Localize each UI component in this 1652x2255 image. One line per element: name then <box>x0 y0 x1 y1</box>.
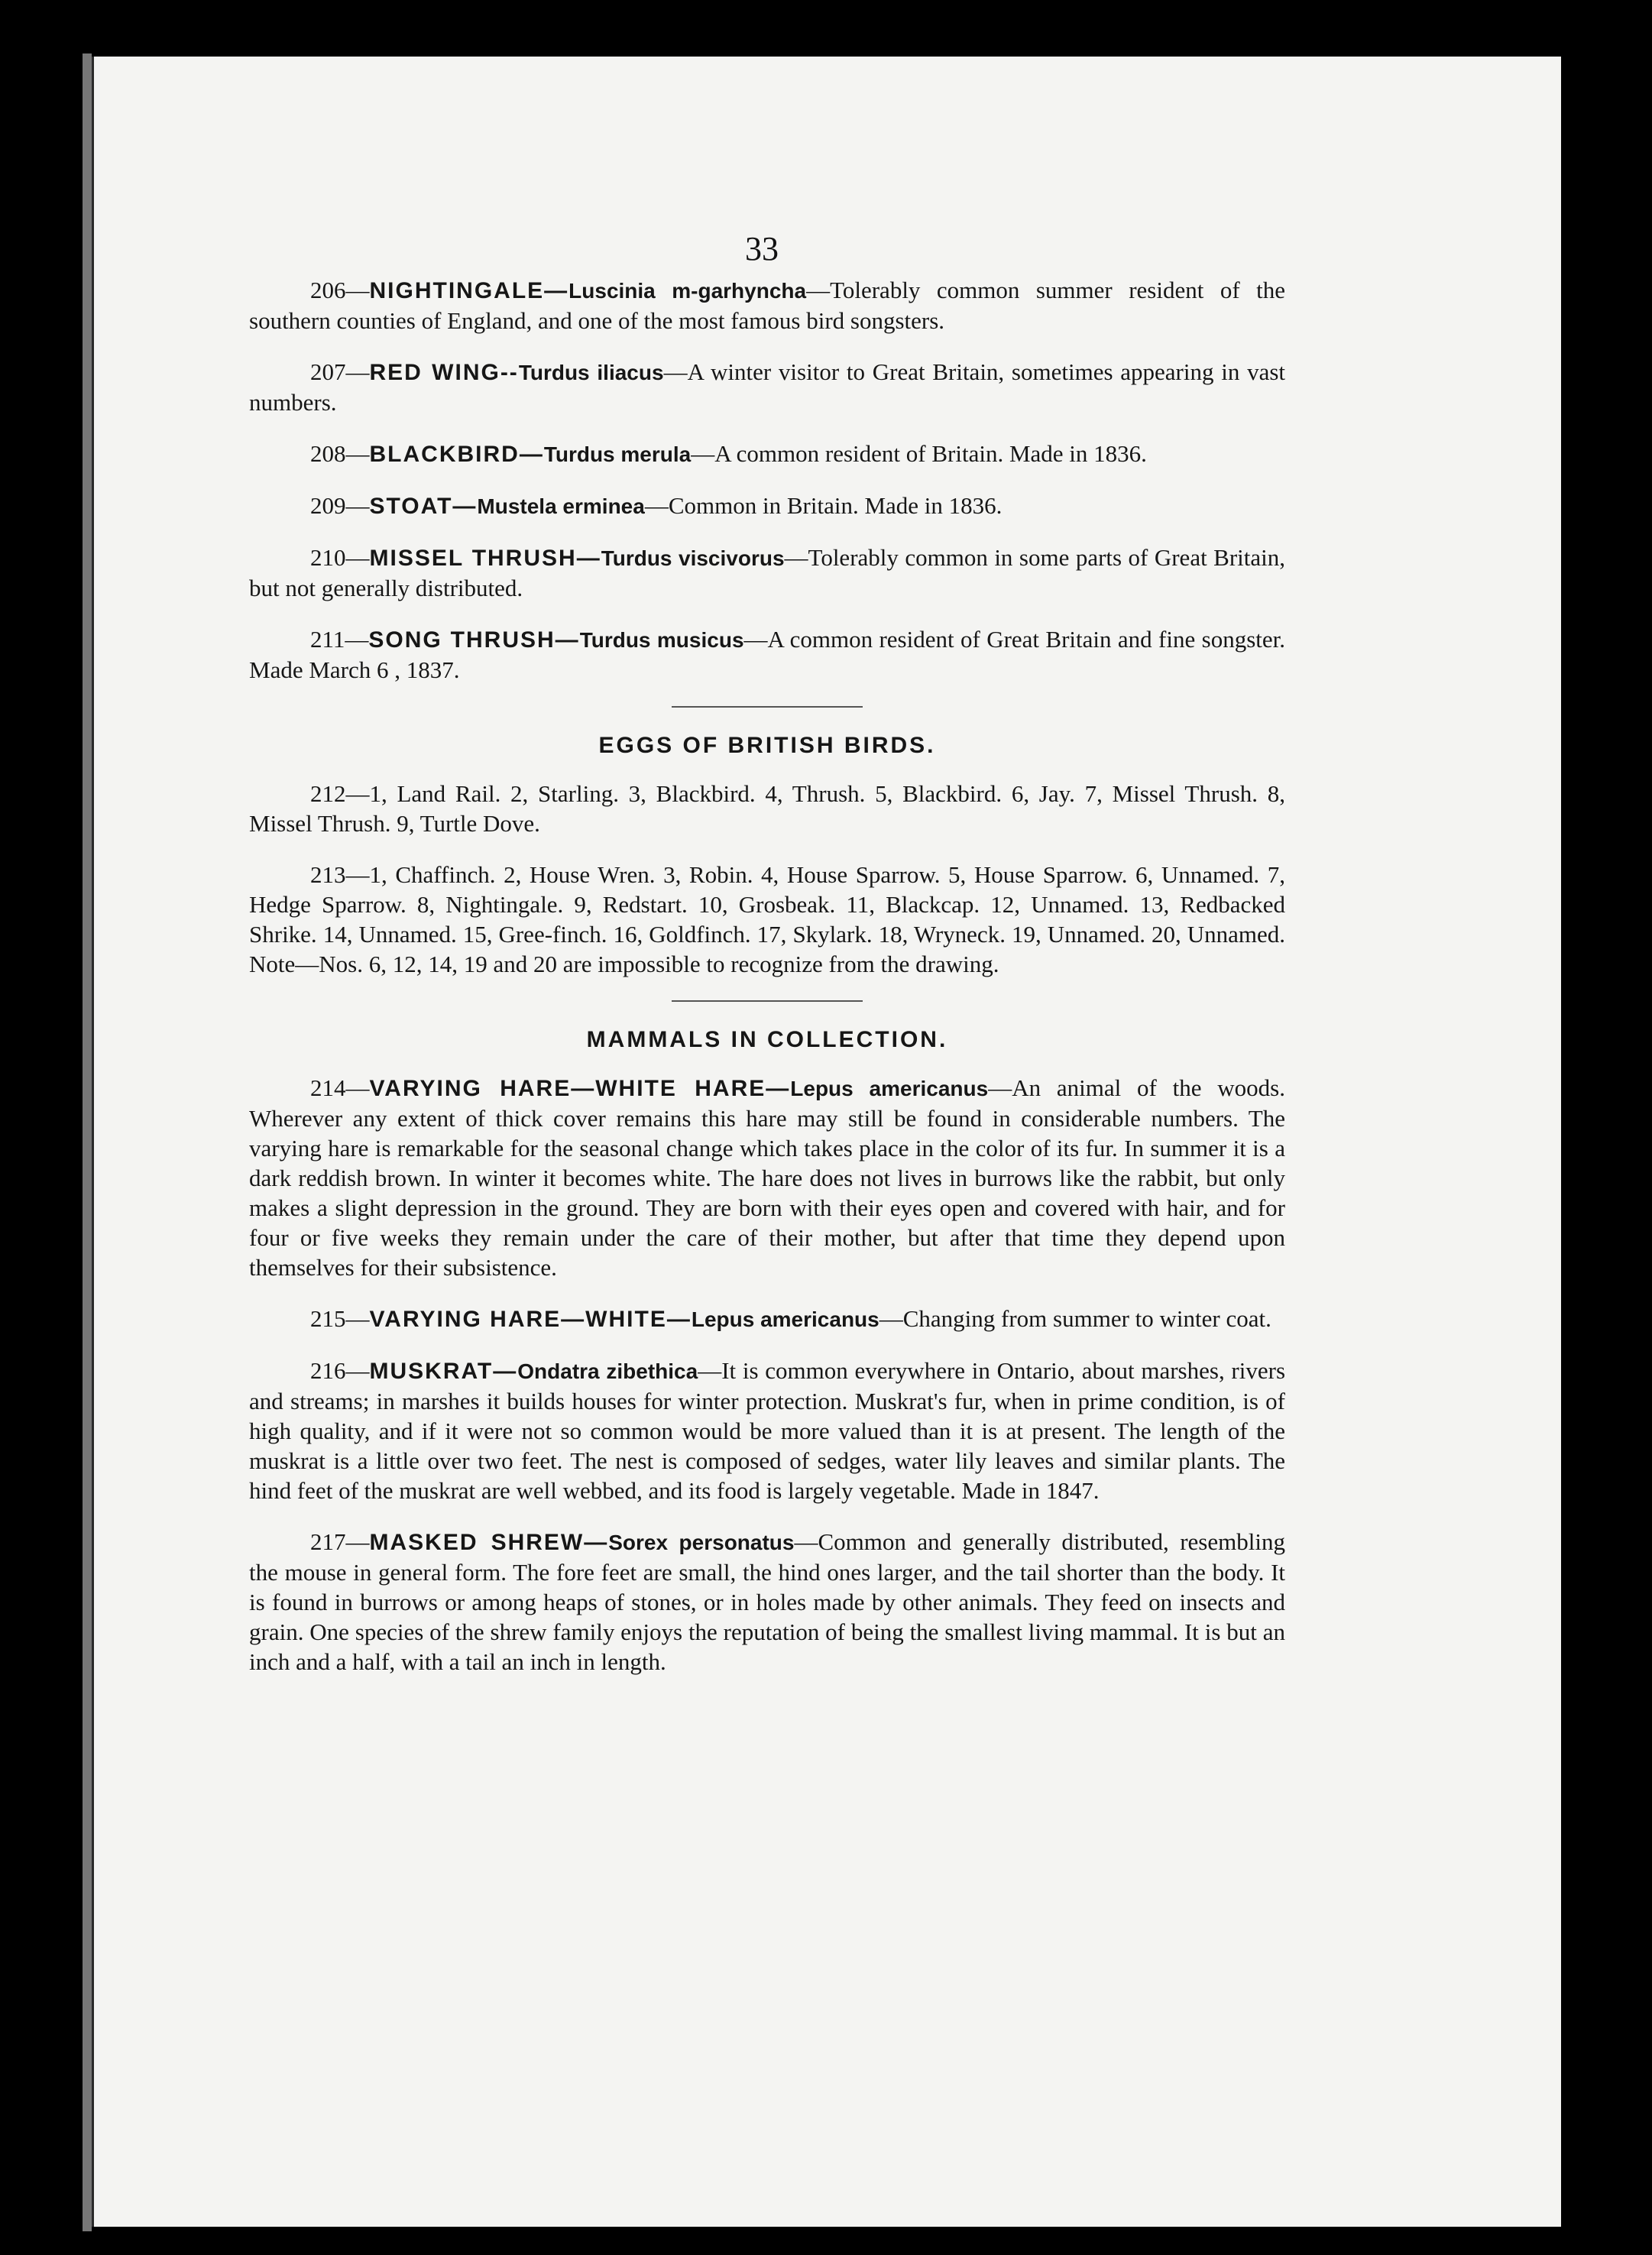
page-edge-shadow <box>83 53 92 2231</box>
entry-210: 210—MISSEL THRUSH—Turdus viscivorus—Tolerably common in some parts of Great Britain, but not generally distributed. <box>249 544 1286 601</box>
entry-217: 217—MASKED SHREW—Sorex personatus—Common and generally distributed, resembling the mouse in general form. The fore feet are small, the hind ones larger, and the tail shorter than the body. It is found in burrows or among heaps of stones, or in holes made by other animals. They feed on insects and grain. One species of the shrew family enjoys the reputation of being the smallest living mammal. It is but an inch and a half, with a tail an inch in length. <box>249 1528 1285 1675</box>
entry-213: 213—1, Chaffinch. 2, House Wren. 3, Robin. 4, House Sparrow. 5, House Sparrow. 6, Unnamed. 7, Hedge Sparrow. 8, Nightingale. 9, Redstart. 10, Grosbeak. 11, Blackcap. 12, Unnamed. 13, Redbacked Shrike. 14, Unnamed. 15, Gree-finch. 16, Goldfinch. 17, Skylark. 18, Wryneck. 19, Unnamed. 20, Unnamed. Note—Nos. 6, 12, 14, 19 and 20 are impossible to recognize from the drawing. <box>249 861 1285 977</box>
page-number: 33 <box>745 230 779 267</box>
entry-206: 206—NIGHTINGALE—Luscinia m-garhyncha—Tolerably common summer resident of the southern counties of England, and one of the most famous bird songsters. <box>249 277 1285 334</box>
entry-208: 208—BLACKBIRD—Turdus merula—A common resident of Britain. Made in 1836. <box>310 440 1147 467</box>
entry-215: 215—VARYING HARE—WHITE—Lepus americanus—Changing from summer to winter coat. <box>310 1305 1271 1332</box>
eggs-heading: EGGS OF BRITISH BIRDS. <box>598 733 936 758</box>
entry-207: 207—RED WING--Turdus iliacus—A winter visitor to Great Britain, sometimes appearing in vast numbers. <box>249 358 1286 416</box>
section-divider <box>672 706 863 708</box>
page-body <box>249 275 1285 1698</box>
section-divider <box>672 1000 863 1002</box>
entry-214: 214—VARYING HARE—WHITE HARE—Lepus americanus—An animal of the woods. Wherever any extent of thick cover remains this hare may still be found in considerable numbers. The varying hare is remarkable for the seasonal change which takes place in the color of its fur. In summer it is a dark reddish brown. In winter it becomes white. The hare does not lives in burrows like the rabbit, but only makes a slight depression in the ground. They are born with their eyes open and covered with hair, and for four or five weeks they remain under the care of their mother, but after that time they depend upon themselves for their subsistence. <box>249 1074 1285 1281</box>
entry-216: 216—MUSKRAT—Ondatra zibethica—It is common everywhere in Ontario, about marshes, rivers and streams; in marshes it builds houses for winter protection. Muskrat's fur, when in prime condition, is of high quality, and if it were not so common would be more valued than it is at present. The length of the muskrat is a little over two feet. The nest is composed of sedges, water lily leaves and similar plants. The hind feet of the muskrat are well webbed, and its food is largely vegetable. Made in 1847. <box>249 1357 1286 1504</box>
mammals-heading: MAMMALS IN COLLECTION. <box>586 1027 948 1052</box>
entry-212: 212—1, Land Rail. 2, Starling. 3, Blackbird. 4, Thrush. 5, Blackbird. 6, Jay. 7, Missel Thrush. 8, Missel Thrush. 9, Turtle Dove. <box>249 780 1285 837</box>
entry-211: 211—SONG THRUSH—Turdus musicus—A common resident of Great Britain and fine songster. Made March 6 , 1837. <box>249 626 1286 683</box>
entry-209: 209—STOAT—Mustela erminea—Common in Britain. Made in 1836. <box>310 492 1003 519</box>
